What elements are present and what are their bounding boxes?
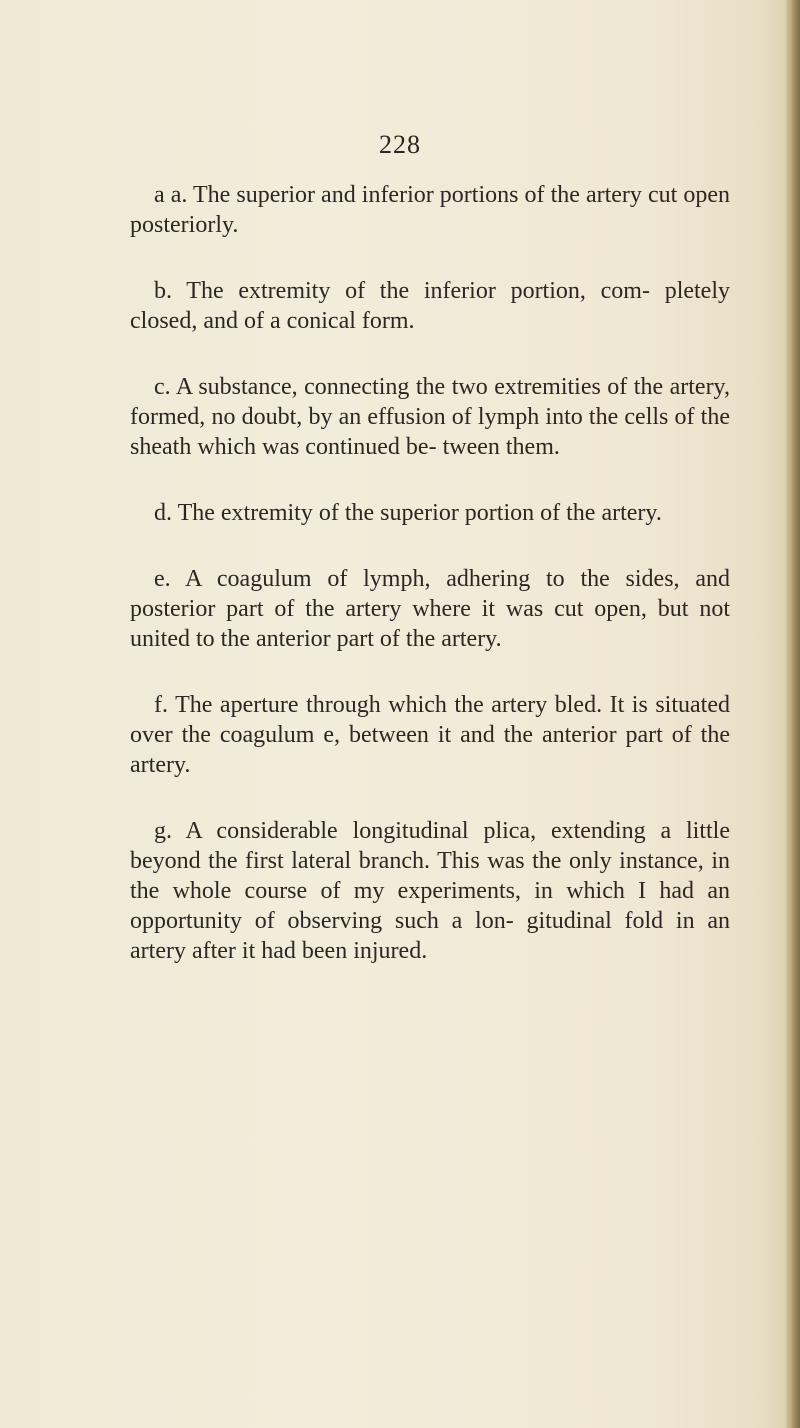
legend-item-d: d. The extremity of the superior portion of the artery. xyxy=(154,500,662,526)
legend-item-g: g. A considerable longitudinal plica, extending a little beyond the first lateral branch. This was the only instance, in the whole course of my experiments, in which I had an opportunity of observing such a lon- gitudinal fold in an artery after it had been injured. xyxy=(130,818,730,964)
legend-item-e: e. A coagulum of lymph, adhering to the sides, and posterior part of the artery where it was cut open, but not united to the anterior part of the artery. xyxy=(130,566,730,652)
legend-item-b: b. The extremity of the inferior portion, com- pletely closed, and of a conical form. xyxy=(130,278,730,334)
legend-item-c: c. A substance, connecting the two extremities of the artery, formed, no doubt, by an effusion of lymph into the cells of the sheath which was continued be- tween them. xyxy=(130,374,730,460)
legend-item-f: f. The aperture through which the artery bled. It is situated over the coagulum e, between it and the anterior part of the artery. xyxy=(130,692,730,778)
figure-legend xyxy=(130,180,730,1002)
page-number: 228 xyxy=(379,130,421,159)
page-edge-shadow xyxy=(786,0,800,1428)
legend-item-aa: a a. The superior and inferior portions of the artery cut open posteriorly. xyxy=(130,182,730,238)
